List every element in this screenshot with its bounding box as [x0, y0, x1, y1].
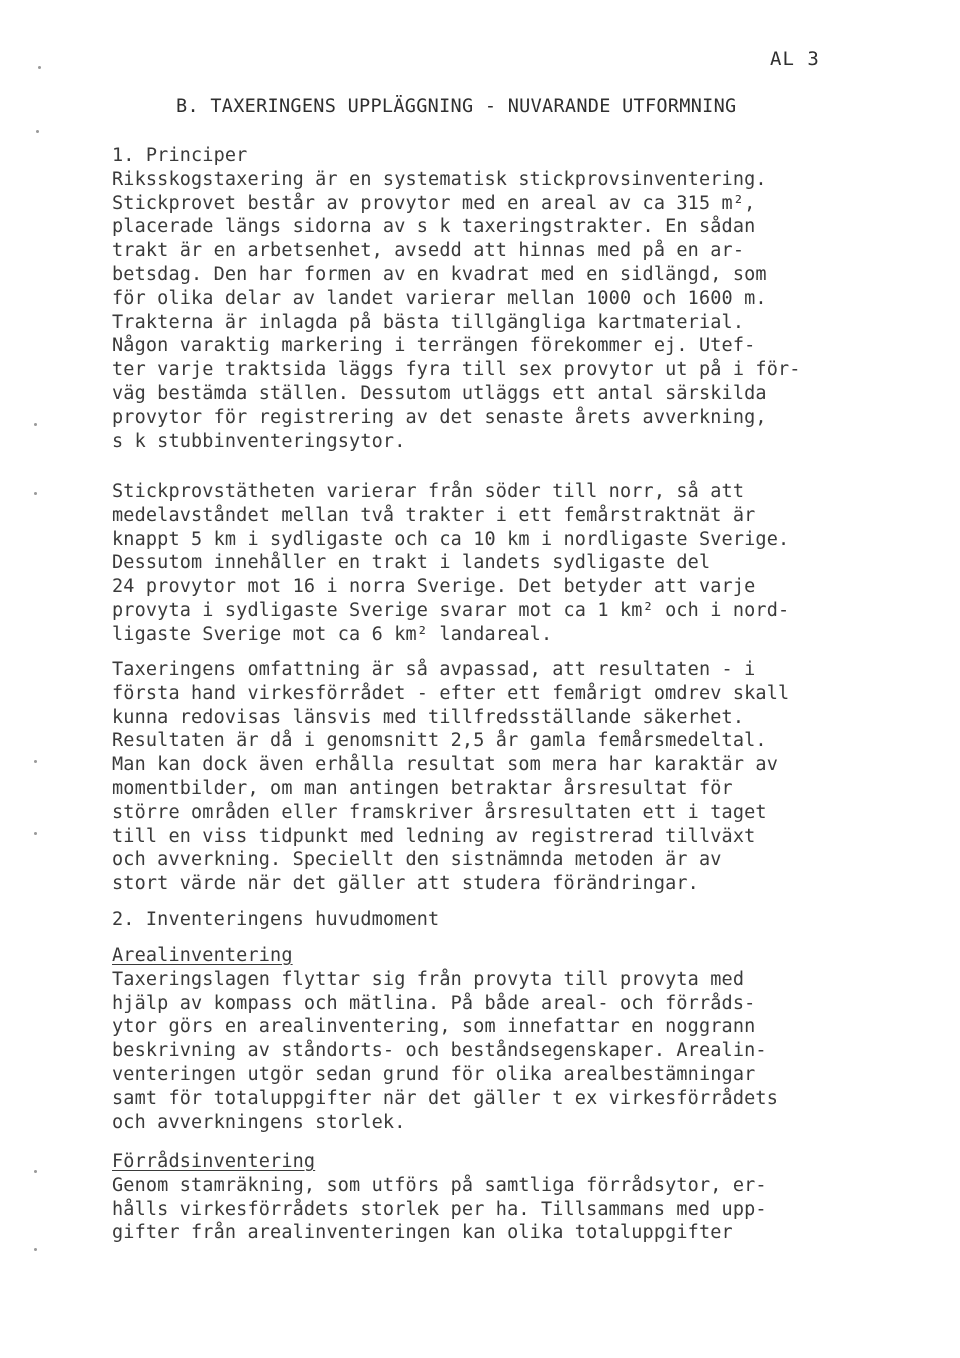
text-line: gifter från arealinventeringen kan olika totaluppgifter: [112, 1222, 733, 1244]
text-line: knappt 5 km i sydligaste och ca 10 km i nordligaste Sverige.: [112, 528, 790, 550]
text-line: ter varje traktsida läggs fyra till sex provytor ut på i för-: [112, 359, 801, 381]
text-line: första hand virkesförrådet - efter ett femårigt omdrev skall: [112, 682, 790, 704]
text-line: betsdag. Den har formen av en kvadrat med en sidlängd, som: [112, 263, 767, 285]
text-line: Taxeringens omfattning är så avpassad, att resultaten - i: [112, 659, 756, 680]
scan-speck: [34, 423, 37, 426]
text-line: kunna redovisas länsvis med tillfredsställande säkerhet.: [112, 706, 745, 728]
text-line: placerade längs sidorna av s k taxeringstrakter. En sådan: [112, 216, 756, 238]
scan-speck: [34, 492, 37, 495]
text-line: provyta i sydligaste Sverige svarar mot ca 1 km² och i nord-: [112, 599, 790, 621]
text-line: Någon varaktig markering i terrängen förekommer ej. Utef-: [112, 335, 756, 357]
scan-speck: [36, 130, 39, 133]
text-line: och avverkning. Speciellt den sistnämnda metoden är av: [112, 849, 722, 871]
subsection-title: Förrådsinventering: [112, 1151, 316, 1172]
text-line: ytor görs en arealinventering, som innefattar en noggrann: [112, 1016, 756, 1038]
text-line: större områden eller framskriver årsresultaten ett i taget: [112, 801, 767, 823]
text-line: stort värde när det gäller att studera förändringar.: [112, 873, 699, 895]
scan-speck: [34, 760, 37, 763]
scope-paragraph: [112, 658, 789, 896]
principles-section: [112, 144, 801, 453]
text-line: Stickprovstätheten varierar från söder till norr, så att: [112, 481, 745, 502]
text-line: Trakterna är inlagda på bästa tillgängliga kartmaterial.: [112, 311, 745, 333]
text-line: Riksskogstaxering är en systematisk stickprovsinventering.: [112, 168, 767, 190]
scan-speck: [34, 1170, 37, 1173]
text-line: Dessutom innehåller en trakt i landets sydligaste del: [112, 552, 711, 574]
text-line: beskrivning av ståndorts- och beståndsegenskaper. Arealin-: [112, 1040, 767, 1062]
main-components-title-block: [112, 908, 439, 932]
text-line: och avverkningens storlek.: [112, 1111, 406, 1133]
text-line: ligaste Sverige mot ca 6 km² landareal.: [112, 623, 553, 645]
text-line: Resultaten är då i genomsnitt 2,5 år gamla femårsmedeltal.: [112, 730, 767, 752]
area-inventory-section: [112, 944, 778, 1134]
scan-speck: [38, 66, 41, 69]
subsection-title: Arealinventering: [112, 945, 293, 966]
text-line: för olika delar av landet varierar mellan 1000 och 1600 m.: [112, 287, 767, 309]
text-line: hålls virkesförrådets storlek per ha. Tillsammans med upp-: [112, 1198, 767, 1220]
text-line: hjälp av kompass och mätlina. På både areal- och förråds-: [112, 992, 756, 1014]
page-number: AL 3: [770, 48, 820, 70]
text-line: Genom stamräkning, som utförs på samtliga förrådsytor, er-: [112, 1174, 767, 1196]
text-line: Stickprovet består av provytor med en areal av ca 315 m²,: [112, 192, 756, 214]
text-line: till en viss tidpunkt med ledning av registrerad tillväxt: [112, 825, 756, 847]
section-title: 1. Principer: [112, 145, 248, 166]
text-line: provytor för registrering av det senaste årets avverkning,: [112, 406, 767, 428]
text-line: trakt är en arbetsenhet, avsedd att hinnas med på en ar-: [112, 240, 745, 262]
text-line: momentbilder, om man antingen betraktar årsresultat för: [112, 777, 733, 799]
text-line: s k stubbinventeringsytor.: [112, 430, 406, 452]
scan-speck: [34, 1248, 37, 1251]
text-line: väg bestämda ställen. Dessutom utläggs ett antal särskilda: [112, 382, 767, 404]
scan-speck: [34, 832, 37, 835]
text-line: samt för totaluppgifter när det gäller t ex virkesförrådets: [112, 1087, 778, 1109]
stock-inventory-section: [112, 1150, 767, 1245]
text-line: Taxeringslagen flyttar sig från provyta till provyta med: [112, 968, 745, 990]
text-line: medelavståndet mellan två trakter i ett femårstraktnät är: [112, 504, 756, 526]
density-paragraph: [112, 480, 789, 647]
text-line: venteringen utgör sedan grund för olika arealbestämningar: [112, 1063, 756, 1085]
section-heading: B. TAXERINGENS UPPLÄGGNING - NUVARANDE UTFORMNING: [176, 96, 737, 117]
section-title: 2. Inventeringens huvudmoment: [112, 909, 440, 930]
text-line: Man kan dock även erhålla resultat som mera har karaktär av: [112, 754, 778, 776]
text-line: 24 provytor mot 16 i norra Sverige. Det betyder att varje: [112, 576, 756, 598]
